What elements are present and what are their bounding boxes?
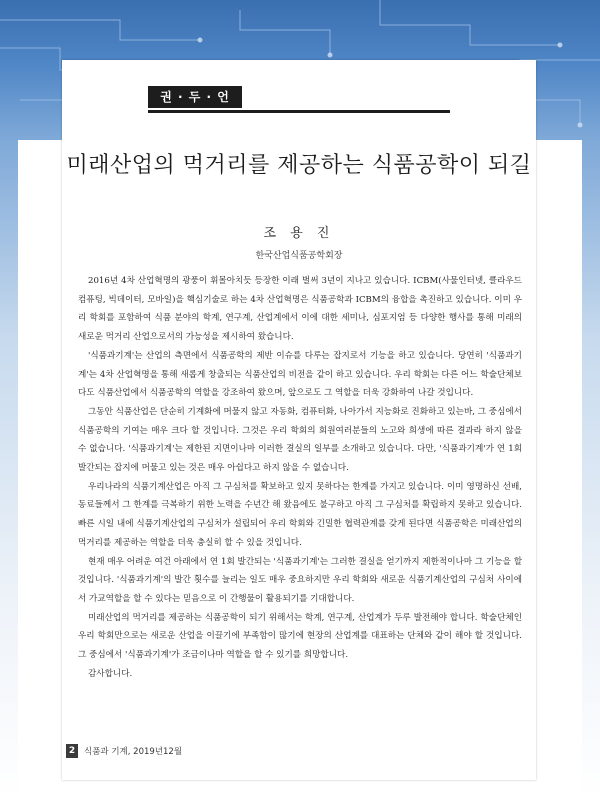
paragraph: 우리나라의 식품기계산업은 아직 그 구심처를 확보하고 있지 못하다는 한계를 가지고 있습니다. 이미 영명하신 선배, 동료들께서 그 한계를 극복하기 위한 노력을 수년간 해 왔음에도 불구하고 아직 그 구심처를 확립하지 못하고 있습니다. 빠른 시일 내에 식품기계산업의 구심처가 설립되어 우리 학회와 긴밀한 협력관계를 갖게 된다면 식품공학은 미래산업의 먹거리를 제공하는 역할을 더욱 충실히 할 수 있을 것입니다. (78, 481, 522, 548)
publication-info: 식품과 기계, 2019년12월 (84, 747, 183, 757)
paragraph: '식품과기계'는 산업의 측면에서 식품공학의 제반 이슈를 다루는 잡지로서 기능을 하고 있습니다. 당연히 '식품과기계'는 4차 산업혁명을 통해 새롭게 창출되는 식품산업의 비전을 같이 하고 있습니다. 우리 학회는 다른 어느 학술단체보다도 식품산업에서 식품공학의 역할을 강조하여 왔으며, 앞으로도 그 역할을 더욱 강화하여 나갈 것입니다. (78, 350, 522, 399)
article-title: 미래산업의 먹거리를 제공하는 식품공학이 되길 (66, 153, 532, 178)
section-tag: 권 · 두 · 언 (148, 86, 242, 108)
left-side-band (0, 140, 18, 800)
paragraph: 2016년 4차 산업혁명의 광풍이 휘몰아치듯 등장한 이래 벌써 3년이 지나고 있습니다. ICBM(사물인터넷, 클라우드컴퓨팅, 빅데이터, 모바일)을 핵심기술로 하는 4차 산업혁명은 식품공학과 ICBM의 융합을 촉진하고 있습니다. 이미 우리 학회를 포함하여 식품 분야의 학계, 연구계, 산업계에서 이에 대한 세미나, 심포지엄 등 다양한 행사를 통해 미래의 새로운 먹거리 산업으로서의 가능성을 제시하여 왔습니다. (78, 276, 522, 343)
article-body (78, 272, 522, 683)
section-divider (148, 110, 450, 113)
paragraph: 미래산업의 먹거리를 제공하는 식품공학이 되기 위해서는 학계, 연구계, 산업계가 두루 발전해야 합니다. 학술단체인 우리 학회만으로는 새로운 산업을 이끌기에 부족함이 많기에 현장의 산업계를 대표하는 단체와 같이 해야 할 것입니다. 그 중심에서 '식품과기계'가 조금이나마 역할을 할 수 있기를 희망합니다. (78, 612, 522, 661)
author-affiliation: 한국산업식품공학회장 (255, 251, 343, 261)
right-side-band (582, 140, 600, 800)
author-name: 조 용 진 (263, 226, 335, 241)
page-number: 2 (66, 744, 78, 758)
paragraph: 그동안 식품산업은 단순히 기계화에 머물지 않고 자동화, 컴퓨터화, 나아가서 지능화로 진화하고 있는바, 그 중심에서 식품공학의 기여는 매우 크다 할 것입니다. 그것은 우리 학회의 회원여러분들의 노고와 희생에 따른 결과라 하지 않을 수 없습니다. '식품과기계'는 제한된 지면이나마 이러한 결실의 일부를 소개하고 있습니다. 다만, '식품과기계'가 연 1회 발간되는 잡지에 머물고 있는 것은 매우 아쉽다고 하지 않을 수 없습니다. (78, 406, 522, 474)
closing-line: 감사합니다. (88, 668, 133, 679)
paragraph: 현재 매우 어려운 여건 아래에서 연 1회 발간되는 '식품과기계'는 그러한 결실을 얻기까지 제한적이나마 그 기능을 할 것입니다. '식품과기계'의 발간 횟수를 늘리는 일도 매우 중요하지만 우리 학회와 새로운 식품기계산업의 구심처 사이에서 가교역할을 할 수 있다는 믿음으로 이 간행물이 활용되기를 기대합니다. (78, 556, 522, 604)
